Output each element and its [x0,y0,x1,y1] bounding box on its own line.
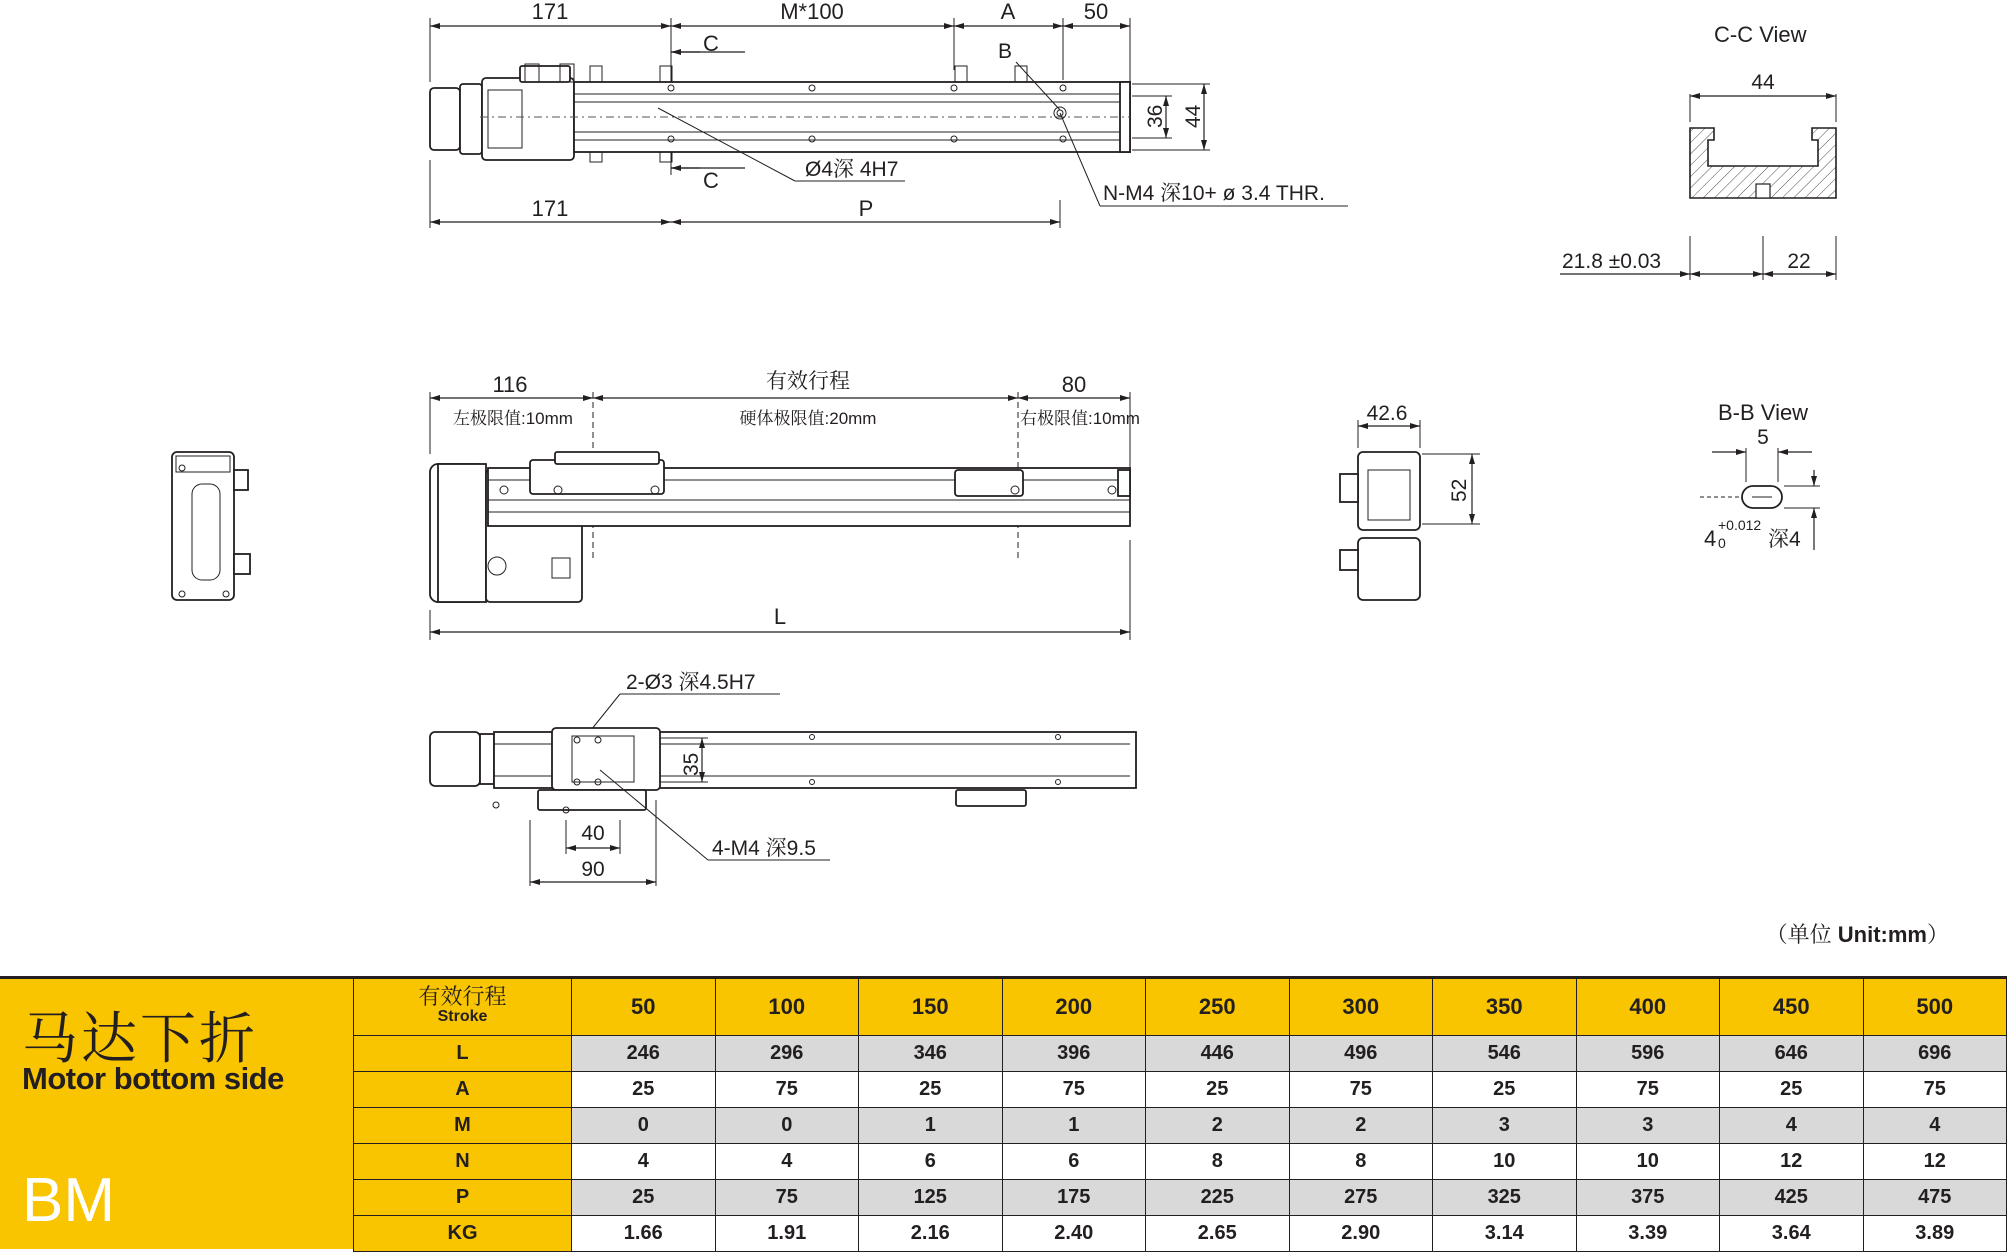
table-cell: 25 [1146,1072,1290,1108]
note-hole: Ø4深 4H7 [805,158,899,181]
table-cell: 1 [859,1108,1003,1144]
table-cell: 2.90 [1289,1216,1433,1252]
stroke-value-5: 300 [1289,978,1433,1036]
table-cell: 346 [859,1036,1003,1072]
bb-tol-upper: +0.012 [1718,517,1762,533]
stroke-value-3: 200 [1002,978,1146,1036]
table-cell: 75 [1576,1072,1720,1108]
stroke-value-6: 350 [1433,978,1577,1036]
table-cell: 6 [1002,1144,1146,1180]
table-cell: 2.16 [859,1216,1003,1252]
table-cell: 3 [1433,1108,1577,1144]
dim-90: 90 [581,858,605,881]
table-cell: 2 [1289,1108,1433,1144]
table-cell: 496 [1289,1036,1433,1072]
stroke-value-1: 100 [715,978,859,1036]
note-pin: 2-Ø3 深4.5H7 [626,671,756,694]
bottom-view [430,671,1136,886]
table-cell: 4 [1863,1108,2007,1144]
dim-52: 52 [1448,478,1471,502]
table-cell: 4 [715,1144,859,1180]
dim-a: A [1000,0,1016,24]
table-cell: 8 [1146,1144,1290,1180]
table-cell: 0 [572,1108,716,1144]
table-cell: 296 [715,1036,859,1072]
stroke-header-en: Stroke [437,1008,488,1025]
table-cell: 2 [1146,1108,1290,1144]
table-cell: 1 [1002,1108,1146,1144]
table-cell: 12 [1720,1144,1864,1180]
table-cell: 4 [1720,1108,1864,1144]
section-c-top: C [703,31,719,56]
model-title-en: Motor bottom side [22,1061,284,1096]
table-cell: 246 [572,1036,716,1072]
side-view [430,370,1140,640]
table-cell: 546 [1433,1036,1577,1072]
model-title-cn: 马达下折 [22,1007,258,1072]
dim-171-bottom: 171 [531,196,569,221]
table-cell: 275 [1289,1180,1433,1216]
unit-note-unit: Unit:mm [1837,922,1927,947]
spec-table [353,976,2007,1252]
table-cell: 325 [1433,1180,1577,1216]
dim-80: 80 [1061,372,1087,397]
unit-note-prefix: （单位 [1765,922,1838,947]
cc-dim-44: 44 [1751,71,1775,94]
stroke-value-0: 50 [572,978,716,1036]
dim-l: L [773,604,787,629]
note-m4: 4-M4 深9.5 [712,837,816,860]
table-cell: 25 [1720,1072,1864,1108]
table-cell: 12 [1863,1144,2007,1180]
row-label: L [354,1036,572,1072]
stroke-header [354,978,572,1036]
table-cell: 25 [572,1072,716,1108]
table-cell: 375 [1576,1180,1720,1216]
dim-42-6: 42.6 [1366,402,1408,425]
bb-tol-base: 4 [1704,526,1717,551]
stroke-value-2: 150 [859,978,1003,1036]
table-cell: 1.91 [715,1216,859,1252]
table-cell: 1.66 [572,1216,716,1252]
table-cell: 10 [1576,1144,1720,1180]
spec-block [0,976,2007,1249]
table-cell: 446 [1146,1036,1290,1072]
table-cell: 3.39 [1576,1216,1720,1252]
limit-left: 左极限值:10mm [453,409,573,428]
model-title-panel [0,976,353,1249]
left-end-view [172,452,250,600]
dim-44: 44 [1182,104,1205,128]
table-row [354,1036,2007,1072]
stroke-header-cn: 有效行程 [418,984,507,1009]
row-label: KG [354,1216,572,1252]
stroke-value-7: 400 [1576,978,1720,1036]
table-cell: 10 [1433,1144,1577,1180]
stroke-value-8: 450 [1720,978,1864,1036]
table-row [354,1144,2007,1180]
table-cell: 175 [1002,1180,1146,1216]
cc-dim-22: 22 [1787,250,1811,273]
table-header-row [354,978,2007,1036]
table-cell: 2.65 [1146,1216,1290,1252]
table-cell: 425 [1720,1180,1864,1216]
dim-stroke: 有效行程 [766,370,850,393]
table-row [354,1180,2007,1216]
table-cell: 596 [1576,1036,1720,1072]
callout-b: B [998,40,1013,63]
table-row [354,1108,2007,1144]
table-cell: 396 [1002,1036,1146,1072]
row-label: M [354,1108,572,1144]
bb-view-title: B-B View [1718,400,1809,425]
row-label: N [354,1144,572,1180]
table-cell: 25 [572,1180,716,1216]
unit-note-suffix: ） [1926,922,1949,947]
stroke-value-4: 250 [1146,978,1290,1036]
bb-tol-lower: 0 [1718,535,1726,551]
table-cell: 3.64 [1720,1216,1864,1252]
table-cell: 25 [1433,1072,1577,1108]
dim-m100: M*100 [780,0,844,24]
dim-36: 36 [1144,104,1167,128]
top-view [430,0,1348,228]
table-cell: 3 [1576,1108,1720,1144]
section-c-bottom: C [703,168,719,193]
row-label: P [354,1180,572,1216]
table-cell: 225 [1146,1180,1290,1216]
table-cell: 3.89 [1863,1216,2007,1252]
dim-116: 116 [492,372,528,397]
dim-p: P [858,196,874,221]
model-code: BM [22,1166,115,1235]
table-row [354,1216,2007,1252]
bb-depth: 深4 [1768,528,1801,551]
table-cell: 125 [859,1180,1003,1216]
table-cell: 75 [715,1180,859,1216]
stroke-value-9: 500 [1863,978,2007,1036]
table-cell: 3.14 [1433,1216,1577,1252]
table-cell: 25 [859,1072,1003,1108]
bb-view [1700,400,1820,551]
table-cell: 75 [715,1072,859,1108]
table-row [354,1072,2007,1108]
table-cell: 475 [1863,1180,2007,1216]
dim-40: 40 [581,822,605,845]
dim-171-top: 171 [531,0,569,24]
table-cell: 4 [572,1144,716,1180]
table-cell: 2.40 [1002,1216,1146,1252]
table-cell: 6 [859,1144,1003,1180]
table-cell: 696 [1863,1036,2007,1072]
bb-dim-5: 5 [1757,426,1769,449]
cc-dim-21-8: 21.8 ±0.03 [1562,250,1662,273]
table-cell: 0 [715,1108,859,1144]
cc-view-title: C-C View [1714,22,1807,47]
dim-50: 50 [1083,0,1109,24]
limit-right: 右极限值:10mm [1020,409,1140,428]
table-cell: 75 [1863,1072,2007,1108]
row-label: A [354,1072,572,1108]
dim-35: 35 [680,752,703,776]
unit-note [1766,918,1949,949]
limit-hard: 硬体极限值:20mm [739,409,877,428]
cc-view [1560,22,1836,280]
table-cell: 75 [1289,1072,1433,1108]
table-cell: 8 [1289,1144,1433,1180]
note-thread: N-M4 深10+ ø 3.4 THR. [1103,182,1325,205]
table-cell: 75 [1002,1072,1146,1108]
table-cell: 646 [1720,1036,1864,1072]
end-view [1340,402,1480,600]
